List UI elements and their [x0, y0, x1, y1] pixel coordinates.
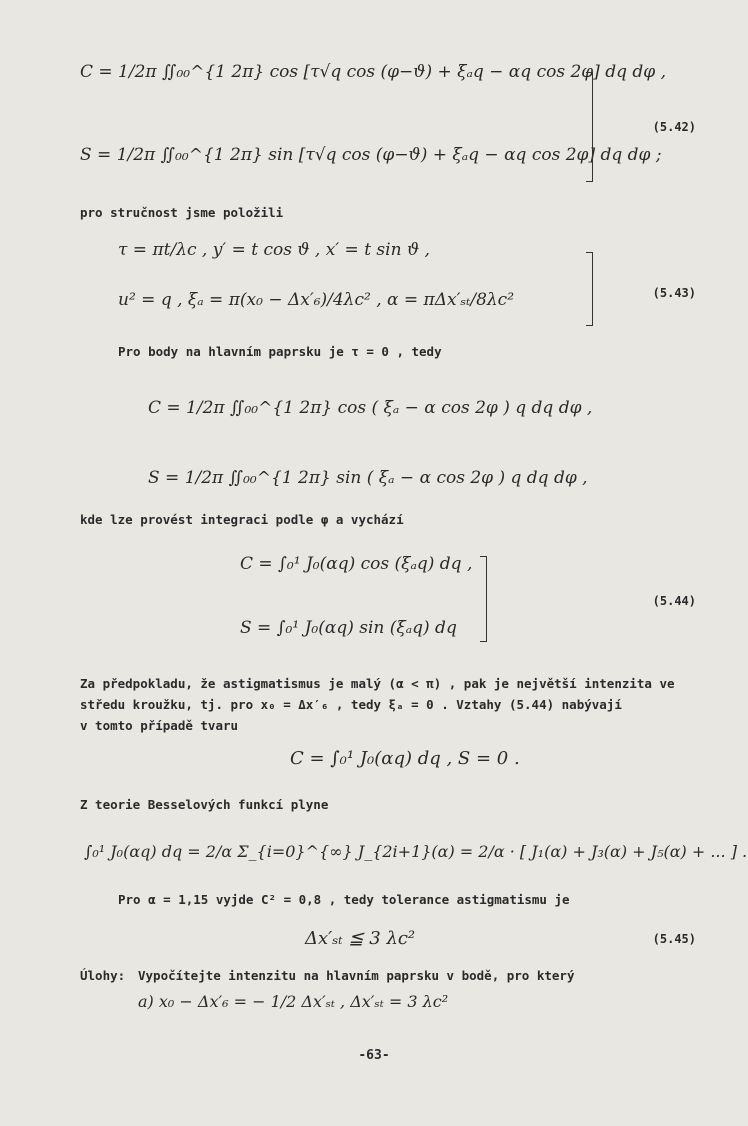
equation-5-44-line2: S = ∫₀¹ J₀(αq) sin (ξₐq) dq: [240, 618, 457, 638]
task-a-formula: a) x₀ − Δx′₆ = − 1/2 Δx′ₛₜ , Δx′ₛₜ = 3 λc²: [138, 992, 449, 1011]
page-number: -63-: [358, 1048, 390, 1063]
equation-5-42-line2: S = 1/2π ∬₀₀^{1 2π} sin [τ√q cos (φ−ϑ) + ξₐq − αq cos 2φ] dq dφ ;: [80, 145, 662, 165]
paragraph-line-1: Za předpokladu, že astigmatismus je malý (α < π) , pak je největší intenzita ve: [80, 676, 675, 691]
equation-number-5-44: (5.44): [652, 594, 696, 608]
equation-number-5-43: (5.43): [652, 286, 696, 300]
brace-5-44: [480, 556, 487, 642]
equation-c-integral: C = 1/2π ∬₀₀^{1 2π} cos ( ξₐ − α cos 2φ ) q dq dφ ,: [148, 398, 593, 418]
equation-5-45: Δx′ₛₜ ≦ 3 λc²: [305, 928, 416, 949]
tasks-label: Úlohy:: [80, 968, 126, 983]
text-kde-lze: kde lze provést integraci podle φ a vychází: [80, 512, 404, 527]
text-pro-body: Pro body na hlavním paprsku je τ = 0 , tedy: [118, 344, 442, 359]
equation-s-integral: S = 1/2π ∬₀₀^{1 2π} sin ( ξₐ − α cos 2φ ) q dq dφ ,: [148, 468, 588, 488]
equation-5-44-line1: C = ∫₀¹ J₀(αq) cos (ξₐq) dq ,: [240, 554, 473, 574]
text-z-teorie: Z teorie Besselových funkcí plyne: [80, 797, 329, 812]
paragraph-line-2: středu kroužku, tj. pro x₀ = Δx′₆ , tedy ξₐ = 0 . Vztahy (5.44) nabývají: [80, 697, 622, 712]
equation-bessel-series: ∫₀¹ J₀(αq) dq = 2/α Σ_{i=0}^{∞} J_{2i+1}(α) = 2/α · [ J₁(α) + J₃(α) + J₅(α) + ... ] .: [84, 842, 748, 861]
equation-c-s-result: C = ∫₀¹ J₀(αq) dq , S = 0 .: [290, 748, 520, 769]
equation-5-43-line1: τ = πt/λc , y′ = t cos ϑ , x′ = t sin ϑ ,: [118, 240, 430, 260]
brace-5-42: [586, 72, 593, 182]
equation-number-5-42: (5.42): [652, 120, 696, 134]
equation-5-42-line1: C = 1/2π ∬₀₀^{1 2π} cos [τ√q cos (φ−ϑ) + ξₐq − αq cos 2φ] dq dφ ,: [80, 62, 666, 82]
brace-5-43: [586, 252, 593, 326]
text-pro-alpha: Pro α = 1,15 vyjde C² = 0,8 , tedy tolerance astigmatismu je: [118, 892, 570, 907]
text-pro-strucnost: pro stručnost jsme položili: [80, 205, 284, 220]
tasks-text: Vypočítejte intenzitu na hlavním paprsku v bodě, pro který: [138, 968, 575, 983]
equation-number-5-45: (5.45): [652, 932, 696, 946]
equation-5-43-line2: u² = q , ξₐ = π(x₀ − Δx′₆)/4λc² , α = πΔx′ₛₜ/8λc²: [118, 290, 515, 310]
paragraph-line-3: v tomto případě tvaru: [80, 718, 239, 733]
